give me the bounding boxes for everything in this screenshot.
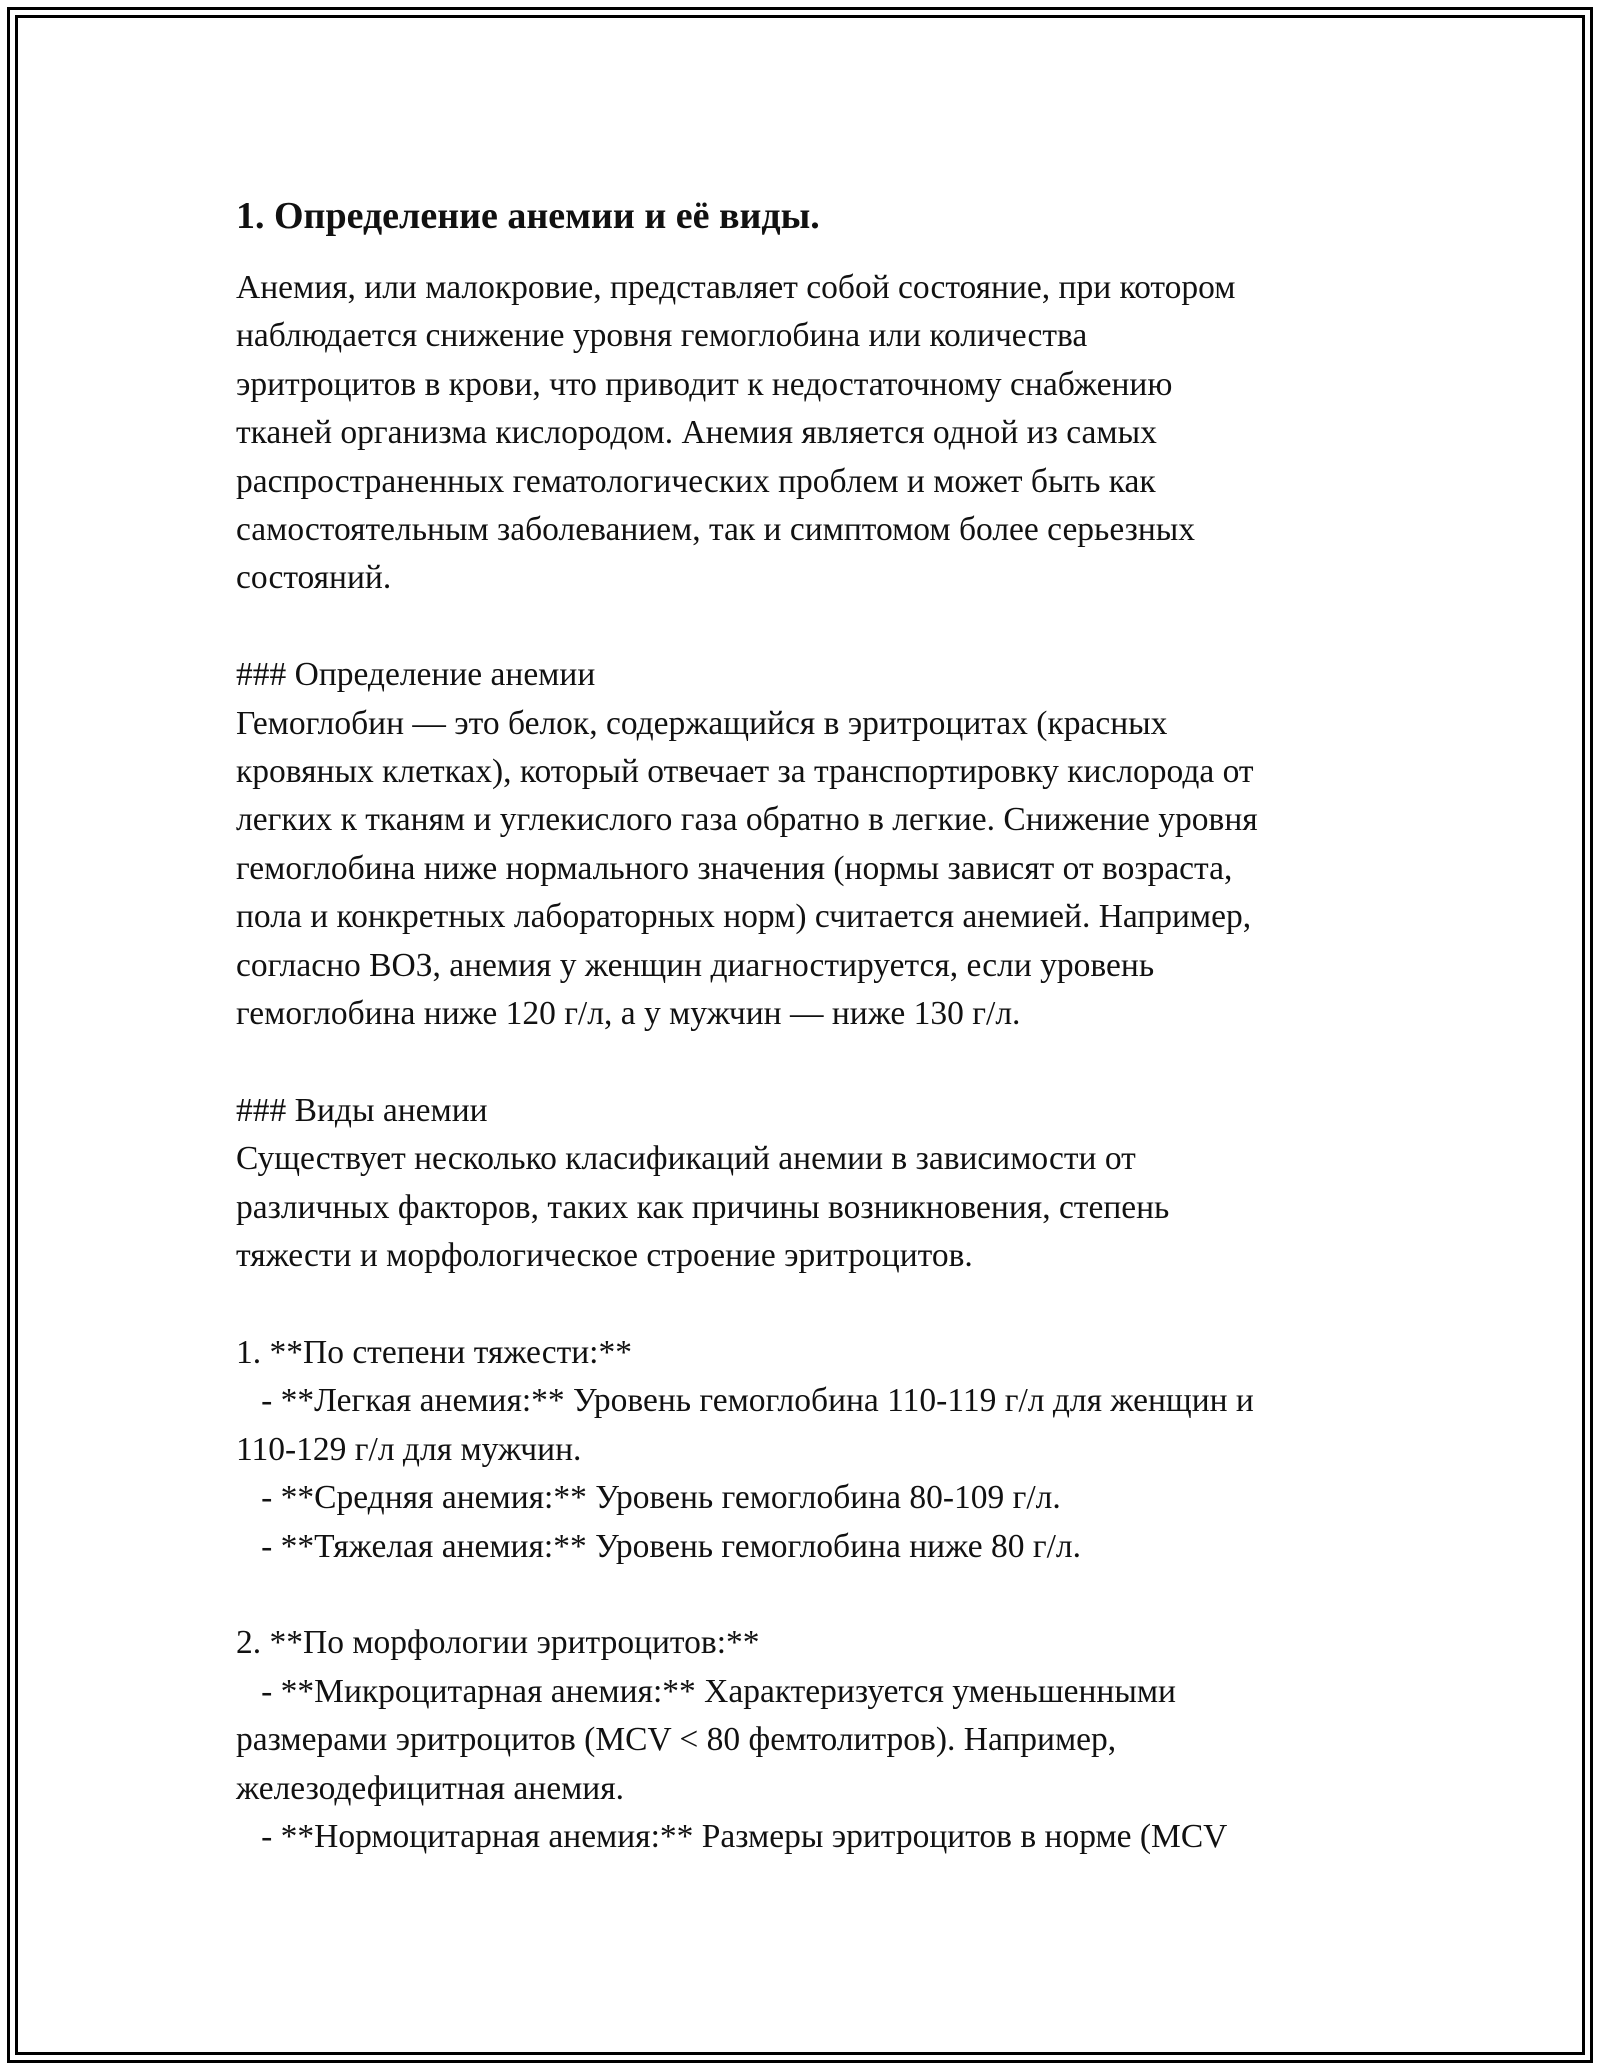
text-line: наблюдается снижение уровня гемоглобина или количества xyxy=(236,317,1088,355)
spacer xyxy=(236,1571,1366,1619)
text-line: эритроцитов в крови, что приводит к недостаточному снабжению xyxy=(236,365,1173,403)
spacer xyxy=(236,1038,1366,1086)
section-heading-definition: ### Определение анемии xyxy=(236,656,596,694)
text-line: легких к тканям и углекислого газа обратно в легкие. Снижение уровня xyxy=(236,801,1258,839)
text-line: тяжести и морфологическое строение эритроцитов. xyxy=(236,1237,973,1275)
list-item: - **Нормоцитарная анемия:** Размеры эритроцитов в норме (MCV xyxy=(236,1817,1228,1855)
list-item: - **Легкая анемия:** Уровень гемоглобина 110-119 г/л для женщин и xyxy=(236,1382,1254,1420)
spacer xyxy=(236,1281,1366,1329)
list-item: - **Средняя анемия:** Уровень гемоглобина 80-109 г/л. xyxy=(236,1479,1061,1517)
list-item: - **Тяжелая анемия:** Уровень гемоглобина ниже 80 г/л. xyxy=(236,1527,1082,1565)
list-item: - **Микроцитарная анемия:** Характеризуется уменьшенными xyxy=(236,1672,1176,1710)
section-heading-types: ### Виды анемии xyxy=(236,1091,488,1129)
types-section xyxy=(236,1087,1366,1281)
text-line: Анемия, или малокровие, представляет собой состояние, при котором xyxy=(236,269,1236,306)
text-line: самостоятельным заболеванием, так и симптомом более серьезных xyxy=(236,511,1196,549)
list-item: 2. **По морфологии эритроцитов:** xyxy=(236,1624,760,1662)
text-line: согласно ВОЗ, анемия у женщин диагностируется, если уровень xyxy=(236,946,1155,984)
morphology-list xyxy=(236,1619,1366,1861)
list-item: размерами эритроцитов (MCV < 80 фемтолитров). Например, xyxy=(236,1721,1117,1759)
spacer xyxy=(236,603,1366,651)
text-line: кровяных клетках), который отвечает за транспортировку кислорода от xyxy=(236,753,1254,791)
list-item: 1. **По степени тяжести:** xyxy=(236,1333,632,1371)
document-body xyxy=(236,188,1366,1861)
text-line: гемоглобина ниже 120 г/л, а у мужчин — ниже 130 г/л. xyxy=(236,995,1021,1033)
severity-list xyxy=(236,1329,1366,1571)
text-line: различных факторов, таких как причины возникновения, степень xyxy=(236,1188,1170,1226)
text-line: пола и конкретных лабораторных норм) считается анемией. Например, xyxy=(236,898,1252,936)
intro-paragraph xyxy=(236,264,1366,603)
text-line: распространенных гематологических проблем и может быть как xyxy=(236,462,1156,500)
definition-section xyxy=(236,651,1366,1038)
text-line: состояний. xyxy=(236,559,392,597)
text-line: гемоглобина ниже нормального значения (нормы зависят от возраста, xyxy=(236,849,1233,887)
list-item: 110-129 г/л для мужчин. xyxy=(236,1430,582,1468)
list-item: железодефицитная анемия. xyxy=(236,1769,624,1807)
document-title: 1. Определение анемии и её виды. xyxy=(236,195,820,237)
text-line: Гемоглобин — это белок, содержащийся в эритроцитах (красных xyxy=(236,704,1168,742)
text-line: тканей организма кислородом. Анемия является одной из самых xyxy=(236,414,1157,452)
text-line: Существует несколько класификаций анемии в зависимости от xyxy=(236,1140,1136,1178)
